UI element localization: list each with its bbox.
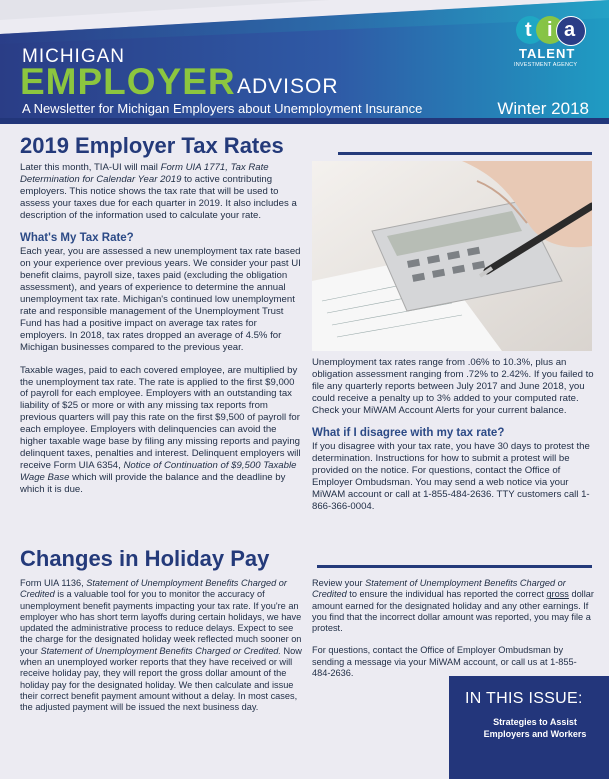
article1-title: 2019 Employer Tax Rates (20, 133, 284, 158)
text-run: Statement of Unemployment Benefits Charged or Credited (20, 578, 287, 600)
title-rule-2 (317, 565, 592, 568)
masthead (0, 0, 609, 124)
article2-paragraph-2 (312, 578, 594, 634)
calculator-pen-photo (312, 161, 592, 351)
text-run: Later this month, TIA-UI will mail (20, 162, 161, 173)
text-run: Statement of Unemployment Benefits Charged or Credited (312, 578, 566, 600)
article1-intro (20, 162, 302, 222)
edition-label: Winter 2018 (497, 99, 589, 118)
text-run: is a valuable tool for you to monitor the accuracy of unemployment benefit payments impacting your tax rate. If you're an employer who has short term layoffs during certain holidays, we have updated the administrative process to reduce delays. Expect to see the charge for the designated holiday week reflected much sooner on your (20, 589, 302, 656)
text-run: which will provide the balance and the deadline by which it is due. (20, 471, 286, 495)
article1-paragraph-3: Unemployment tax rates range from .06% to 10.3%, plus an obligation assessment ranging from .72% to 2.42%. If you failed to file any quarterly reports between July 2017 and June 2018, you could receive a penalty up to 3% added to your computed rate. Check your MiWAM Account Alerts for your current balance. (312, 357, 594, 416)
text-run: Notice of Continuation of $9,500 Taxable Wage Base (20, 459, 297, 483)
logo-letter-t: t (525, 19, 532, 41)
article1-paragraph-2 (20, 365, 302, 496)
text-run: Review your (312, 578, 366, 588)
logo-talent: TALENT (519, 46, 576, 61)
text-run: Taxable wages, paid to each covered employee, are multiplied by the unemployment tax rate. The rate is applied to the first $9,000 of payroll for each employee. Employers with an outstanding tax liability of $25 or more or with any missing tax reports from previous quarters will pay this rate on the first $9,500 of payroll for each employee. Employers with delinquencies can avoid the higher taxable wage base by filing any missing reports and paying delinquent taxes, penalties and interest. Delinquent employers will receive Form UIA 6354, (20, 364, 301, 471)
text-run: Statement of Unemployment Benefits Charged or Credited. (40, 645, 281, 656)
text-run: Form UIA 1136, (20, 578, 87, 588)
text-run: to ensure the individual has reported the correct (346, 589, 547, 600)
logo-letter-i: i (547, 19, 553, 41)
in-this-issue-item[interactable]: Strategies to Assist Employers and Workers (483, 717, 587, 739)
text-run: Now when an unemployed worker reports that they have received or will receive holiday pay, they will report the gross dollar amount of the holiday pay for the designated holiday. We then calculate and issue their correct benefit payment amount without a delay. In most cases, the adjusted payment will be issued the next business day. (20, 645, 302, 713)
in-this-issue-box (449, 676, 609, 779)
text-run: Form UIA 1771, Tax Rate Determination for Calendar Year 2019 (20, 162, 269, 185)
text-run: dollar amount earned for the designated holiday and any other earnings. If you find that the incorrect dollar amount was reported, you may file a protest. (312, 589, 594, 634)
article2-paragraph-3: For questions, contact the Office of Employer Ombudsman by sending a message via your MiWAM account, or call us at 1-855-484-2636. (312, 645, 577, 679)
article1-paragraph-1: Each year, you are assessed a new unemployment tax rate based on your experience over previous years. We consider your past UI benefit claims, payroll size, taxes paid (excluding the obligation assessment), and years of experience to determine the annual unemployment tax rate. Michigan's continued low unemployment rate and responsible management of the Unemployment Trust Fund has had a positive impact on average tax rates for employers. In 2018, tax rates dropped an average of 4.5% for Michigan businesses compared to the previous year. (20, 246, 301, 353)
article2-right-column (312, 578, 594, 690)
tia-logo (512, 10, 602, 72)
subheading-whats-my-tax-rate: What's My Tax Rate? (20, 231, 134, 244)
masthead-michigan: MICHIGAN (22, 46, 125, 67)
article1-paragraph-4: If you disagree with your tax rate, you have 30 days to protest the determination. Instructions for how to submit a protest will be provided on the notice. For questions, contact the Office of Employer Ombudsman. You may send a web notice via your MiWAM account or call at 1-855-484-2636. TTY customers call 1-866-366-0004. (312, 441, 590, 512)
subheading-disagree: What if I disagree with my tax rate? (312, 426, 505, 439)
masthead-advisor: ADVISOR (237, 75, 339, 98)
article2-paragraph-1 (20, 578, 302, 714)
masthead-tagline: A Newsletter for Michigan Employers about Unemployment Insurance (22, 101, 423, 116)
title-rule (338, 152, 592, 155)
logo-investment-agency: INVESTMENT AGENCY (514, 62, 578, 68)
in-this-issue-heading: IN THIS ISSUE: (465, 690, 583, 707)
article1-left-column (20, 162, 302, 507)
text-run: gross (546, 589, 569, 600)
article2-left-column (20, 578, 302, 725)
article1-right-column (312, 357, 594, 524)
logo-letter-a: a (564, 19, 576, 41)
article2-title: Changes in Holiday Pay (20, 546, 270, 571)
masthead-employer: EMPLOYER (20, 61, 236, 102)
logo-mark-icon (512, 10, 582, 48)
text-run: to active contributing employers. This notice shows the tax rate that will be used to assess your taxes due for each quarter in 2019. It also includes a description of the information used to calculate your rate. (20, 173, 297, 221)
